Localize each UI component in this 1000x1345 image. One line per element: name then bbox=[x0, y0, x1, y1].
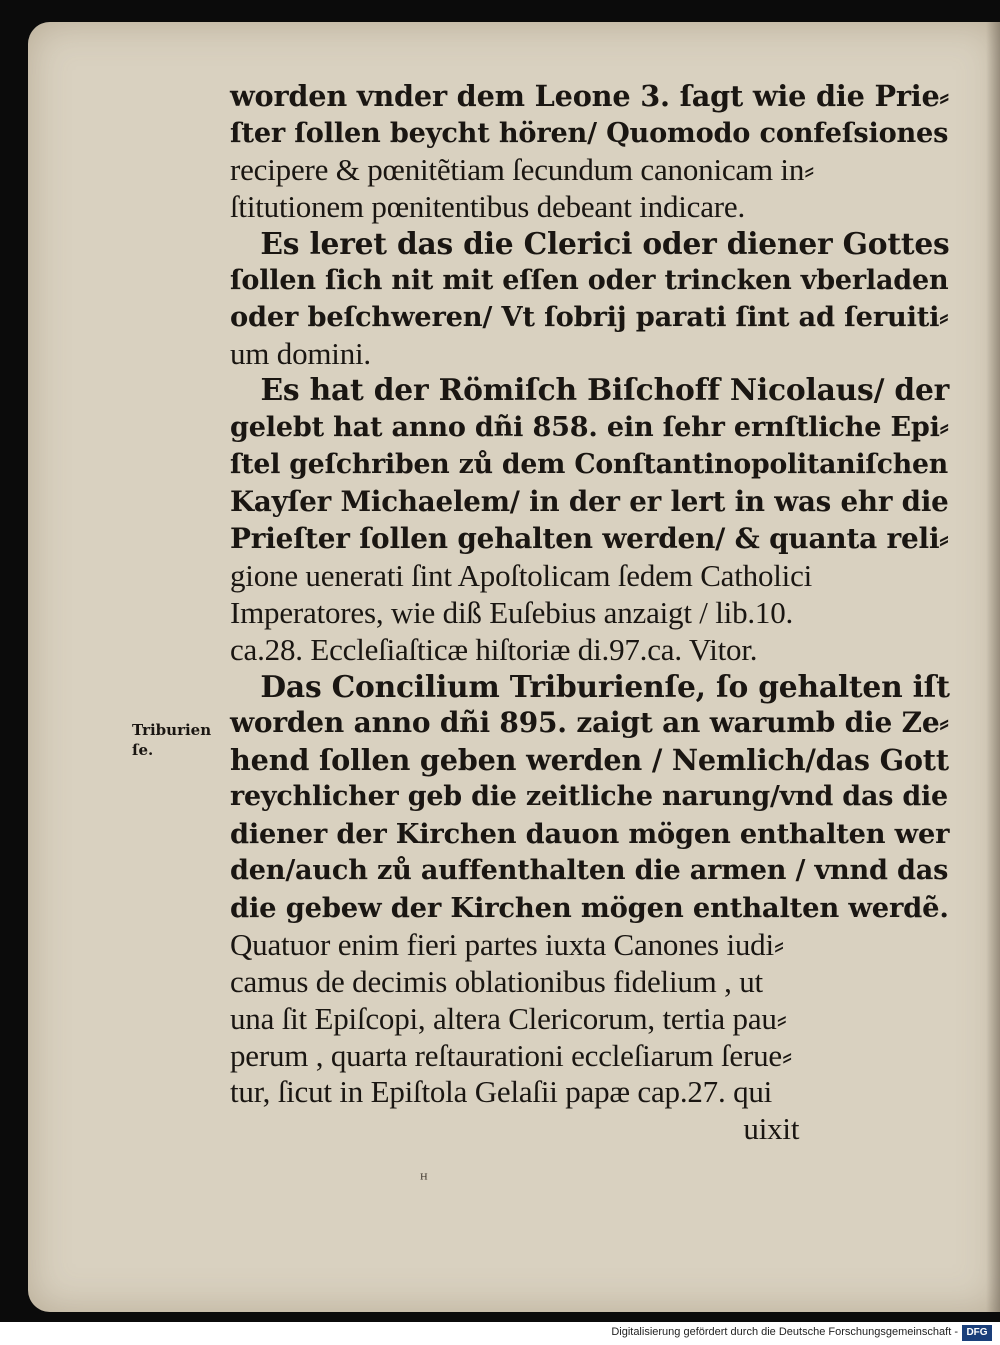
text-line: gelebt hat anno dñi 858. ein ſehr ernſtliche Epi⸗ bbox=[230, 412, 949, 444]
marginal-note-line: ſe. bbox=[132, 741, 154, 759]
text-line: worden vnder dem Leone 3. ſagt wie die Prie⸗ bbox=[230, 79, 949, 113]
text-line: Es hat der Römiſch Biſchoff Nicolaus/ der bbox=[230, 373, 950, 409]
text-line: Das Concilium Triburienſe, ſo gehalten iſt bbox=[230, 668, 950, 704]
dfg-logo-icon: DFG bbox=[962, 1325, 992, 1341]
text-line: Quatuor enim fieri partes iuxta Canones iudi⸗ bbox=[230, 926, 785, 962]
text-line: Prieſter ſollen gehalten werden/ & quanta reli⸗ bbox=[230, 521, 949, 555]
text-line: Imperatores, wie diß Euſebius anzaigt / lib.10. bbox=[230, 594, 794, 630]
text-line: Es leret das die Clerici oder diener Gottes bbox=[230, 225, 950, 261]
text-line: tur, ſicut in Epiſtola Gelaſii papæ cap.27. qui bbox=[230, 1074, 773, 1110]
text-line: ca.28. Eccleſiaſticæ hiſtoriæ di.97.ca. Vitor. bbox=[230, 631, 758, 667]
text-line: Kayſer Michaelem/ in der er lert in was ehr die bbox=[230, 484, 949, 518]
text-line: um domini. bbox=[230, 336, 371, 372]
text-line: reychlicher geb die zeitliche narung/vnd das die bbox=[230, 781, 948, 813]
text-line: recipere & pœnitẽtiam ſecundum canonicam in⸗ bbox=[230, 151, 815, 187]
page-text bbox=[230, 78, 950, 1148]
ink-mark: ᴴ bbox=[420, 1172, 428, 1188]
text-line: ſter ſollen beycht hören/ Quomodo confeſsiones bbox=[230, 116, 949, 149]
text-line: hend ſollen geben werden / Nemlich/das Gott bbox=[230, 743, 949, 778]
text-line: camus de decimis oblationibus fidelium , ut bbox=[230, 963, 763, 999]
text-line: den/auch zů auffenthalten die armen / vnnd das bbox=[230, 855, 949, 887]
text-line: die gebew der Kirchen mögen enthalten werdẽ. bbox=[230, 891, 949, 924]
text-line: ſtitutionem pœnitentibus debeant indicare. bbox=[230, 188, 746, 224]
funding-credit: Digitalisierung gefördert durch die Deutsche Forschungsgemeinschaft - bbox=[611, 1326, 958, 1338]
text-line: una ſit Epiſcopi, altera Clericorum, tertia pau⸗ bbox=[230, 1000, 787, 1036]
text-line: uixit bbox=[230, 1111, 800, 1147]
text-line: ſtel geſchriben zů dem Conſtantinopolitaniſchen bbox=[230, 449, 949, 481]
marginal-note bbox=[132, 720, 211, 760]
text-line: oder beſchweren/ Vt ſobrij parati ſint ad ſeruiti⸗ bbox=[230, 301, 949, 334]
text-line: ſollen ſich nit mit eſſen oder trincken vberladen bbox=[230, 264, 949, 296]
footer-bar bbox=[0, 1322, 1000, 1345]
text-line: gione uenerati ſint Apoſtolicam ſedem Catholici bbox=[230, 557, 813, 593]
text-line: worden anno dñi 895. zaigt an warumb die Ze⸗ bbox=[230, 706, 949, 740]
marginal-note-line: Triburien bbox=[132, 721, 212, 739]
text-line: diener der Kirchen dauon mögen enthalten wer bbox=[230, 818, 950, 851]
text-line: perum , quarta reſtaurationi eccleſiarum ſerue⸗ bbox=[230, 1037, 793, 1073]
